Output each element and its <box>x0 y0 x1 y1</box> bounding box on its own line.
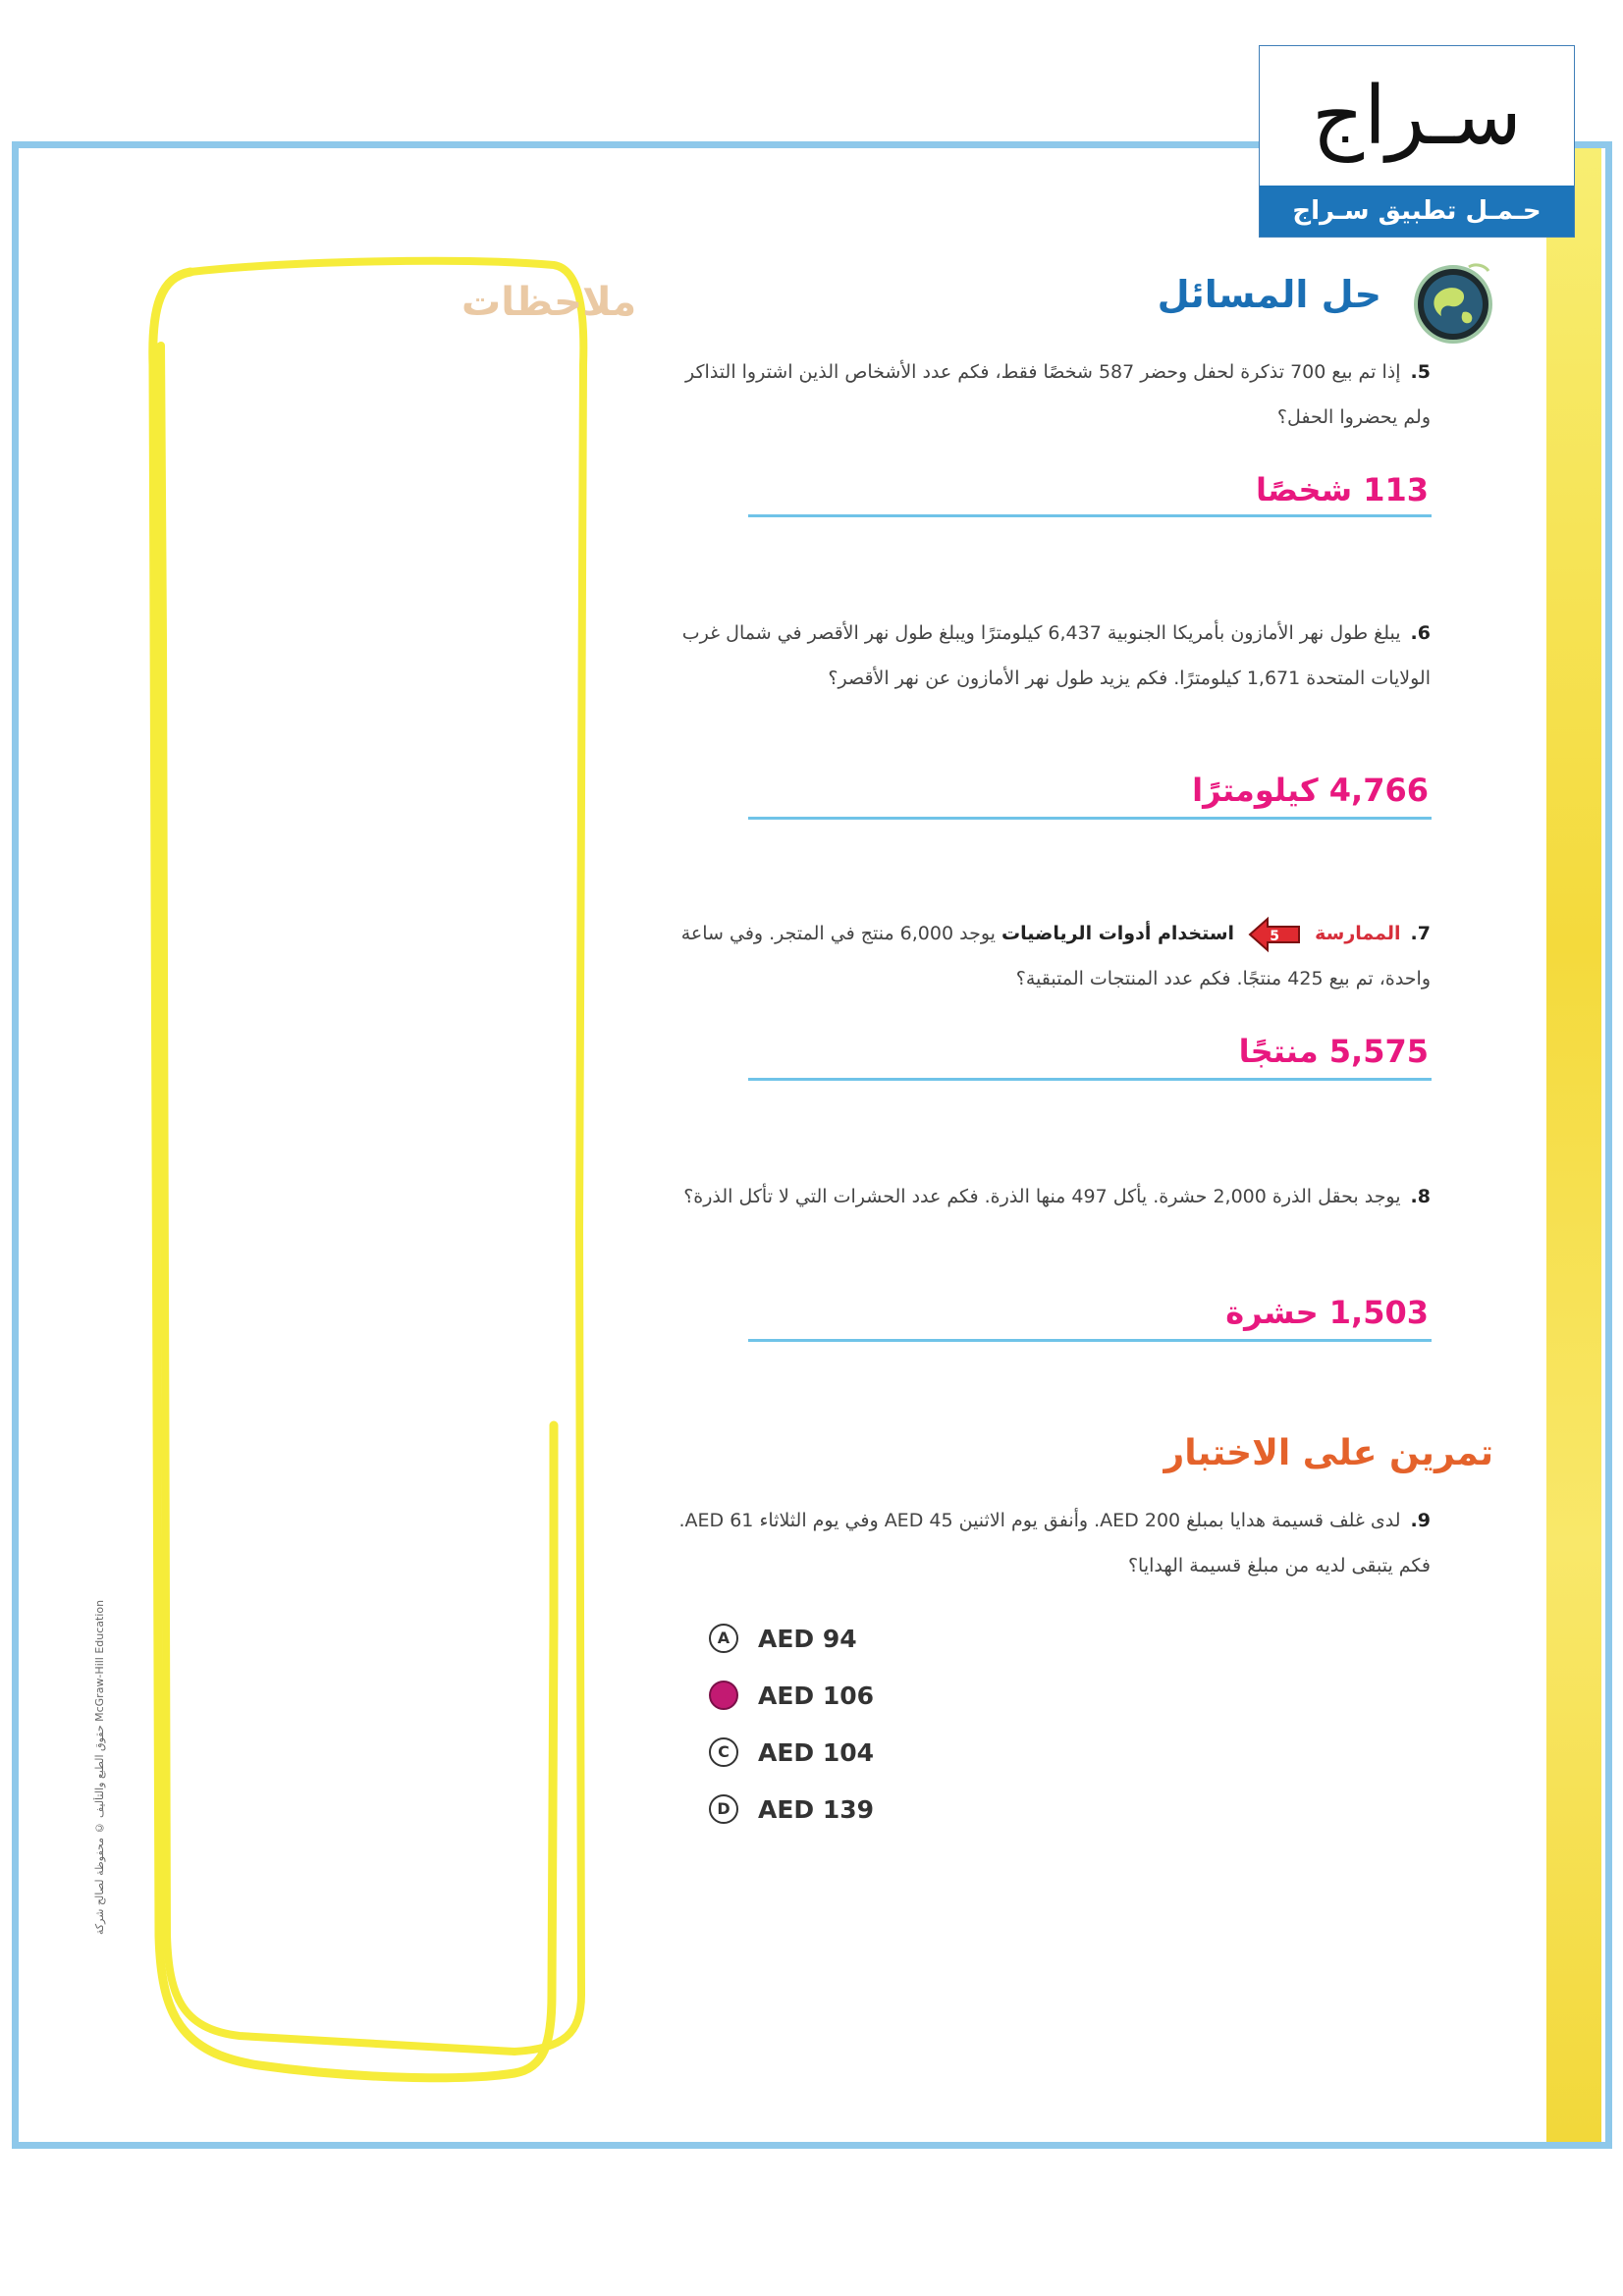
question-8 <box>665 1174 1431 1219</box>
answer-6: 4,766 كيلومترًا <box>1192 772 1429 809</box>
question-9 <box>665 1498 1431 1588</box>
choice-text: AED 139 <box>758 1794 875 1824</box>
choice-bubble[interactable]: A <box>709 1624 738 1653</box>
choice-bubble-selected[interactable]: B <box>709 1681 738 1710</box>
answer-line <box>748 1339 1432 1342</box>
question-text: يوجد بحقل الذرة 2,000 حشرة. يأكل 497 منها الذرة. فكم عدد الحشرات التي لا تأكل الذرة؟ <box>683 1186 1401 1207</box>
question-number: 7. <box>1410 923 1431 944</box>
question-text: إذا تم بيع 700 تذكرة لحفل وحضر 587 شخصًا فقط، فكم عدد الأشخاص الذين اشتروا التذاكر ولم يحضروا الحفل؟ <box>685 361 1431 428</box>
practice-label: الممارسة <box>1315 923 1401 944</box>
choice-b[interactable] <box>709 1667 874 1724</box>
question-5 <box>665 349 1431 440</box>
notes-label: ملاحظات <box>461 280 637 325</box>
choice-text: AED 104 <box>758 1737 875 1767</box>
section-title-test-practice: تمرين على الاختبار <box>1163 1433 1493 1473</box>
choice-a[interactable] <box>709 1610 874 1667</box>
question-text: يوجد 6,000 منتج في المتجر. وفي ساعة واحدة، تم بيع 425 منتجًا. فكم عدد المنتجات المتبقية؟ <box>680 923 1431 989</box>
practice-badge-number: 5 <box>1270 928 1280 944</box>
question-number: 8. <box>1410 1186 1431 1207</box>
answer-line <box>748 817 1432 820</box>
answer-line <box>748 514 1432 517</box>
question-number: 5. <box>1410 361 1431 383</box>
question-number: 9. <box>1410 1510 1431 1531</box>
answer-8: 1,503 حشرة <box>1225 1294 1429 1331</box>
question-text: يبلغ طول نهر الأمازون بأمريكا الجنوبية 6,437 كيلومترًا ويبلغ طول نهر الأقصر في شمال غرب الولايات المتحدة 1,671 كيلومترًا. فكم يزيد طول نهر الأمازون عن نهر الأقصر؟ <box>681 622 1431 689</box>
copyright-credit: McGraw-Hill Education حقوق الطبع والتأليف © محفوظة لصالح شركة <box>93 1600 106 1936</box>
practice-standard: استخدام أدوات الرياضيات <box>1001 923 1235 944</box>
answer-5: 113 شخصًا <box>1255 471 1429 508</box>
practice-arrow-icon <box>1246 916 1303 953</box>
section-title-problem-solving: حل المسائل <box>1157 273 1381 316</box>
siraj-logo[interactable] <box>1259 45 1575 238</box>
answer-7: 5,575 منتجًا <box>1238 1033 1429 1070</box>
yellow-side-strip <box>1546 148 1601 2142</box>
choice-text: AED 94 <box>758 1624 857 1653</box>
question-6 <box>665 611 1431 701</box>
answer-line <box>748 1078 1432 1081</box>
logo-wordmark: سـراج <box>1312 70 1522 163</box>
choice-c[interactable] <box>709 1724 874 1781</box>
logo-tagline: حـمـل تطبيق سـراج <box>1260 186 1574 237</box>
choice-d[interactable] <box>709 1781 874 1838</box>
question-text: لدى غلف قسيمة هدايا بمبلغ 200 AED. وأنفق يوم الاثنين 45 AED وفي يوم الثلاثاء 61 AED. فكم يتبقى لديه من مبلغ قسيمة الهدايا؟ <box>678 1510 1431 1576</box>
choice-text: AED 106 <box>758 1681 875 1710</box>
answer-choices <box>709 1610 874 1838</box>
choice-bubble[interactable]: C <box>709 1737 738 1767</box>
globe-icon <box>1406 257 1500 346</box>
choice-bubble[interactable]: D <box>709 1794 738 1824</box>
question-7 <box>665 911 1431 1001</box>
question-number: 6. <box>1410 622 1431 644</box>
notes-highlight-outline <box>141 247 589 2083</box>
